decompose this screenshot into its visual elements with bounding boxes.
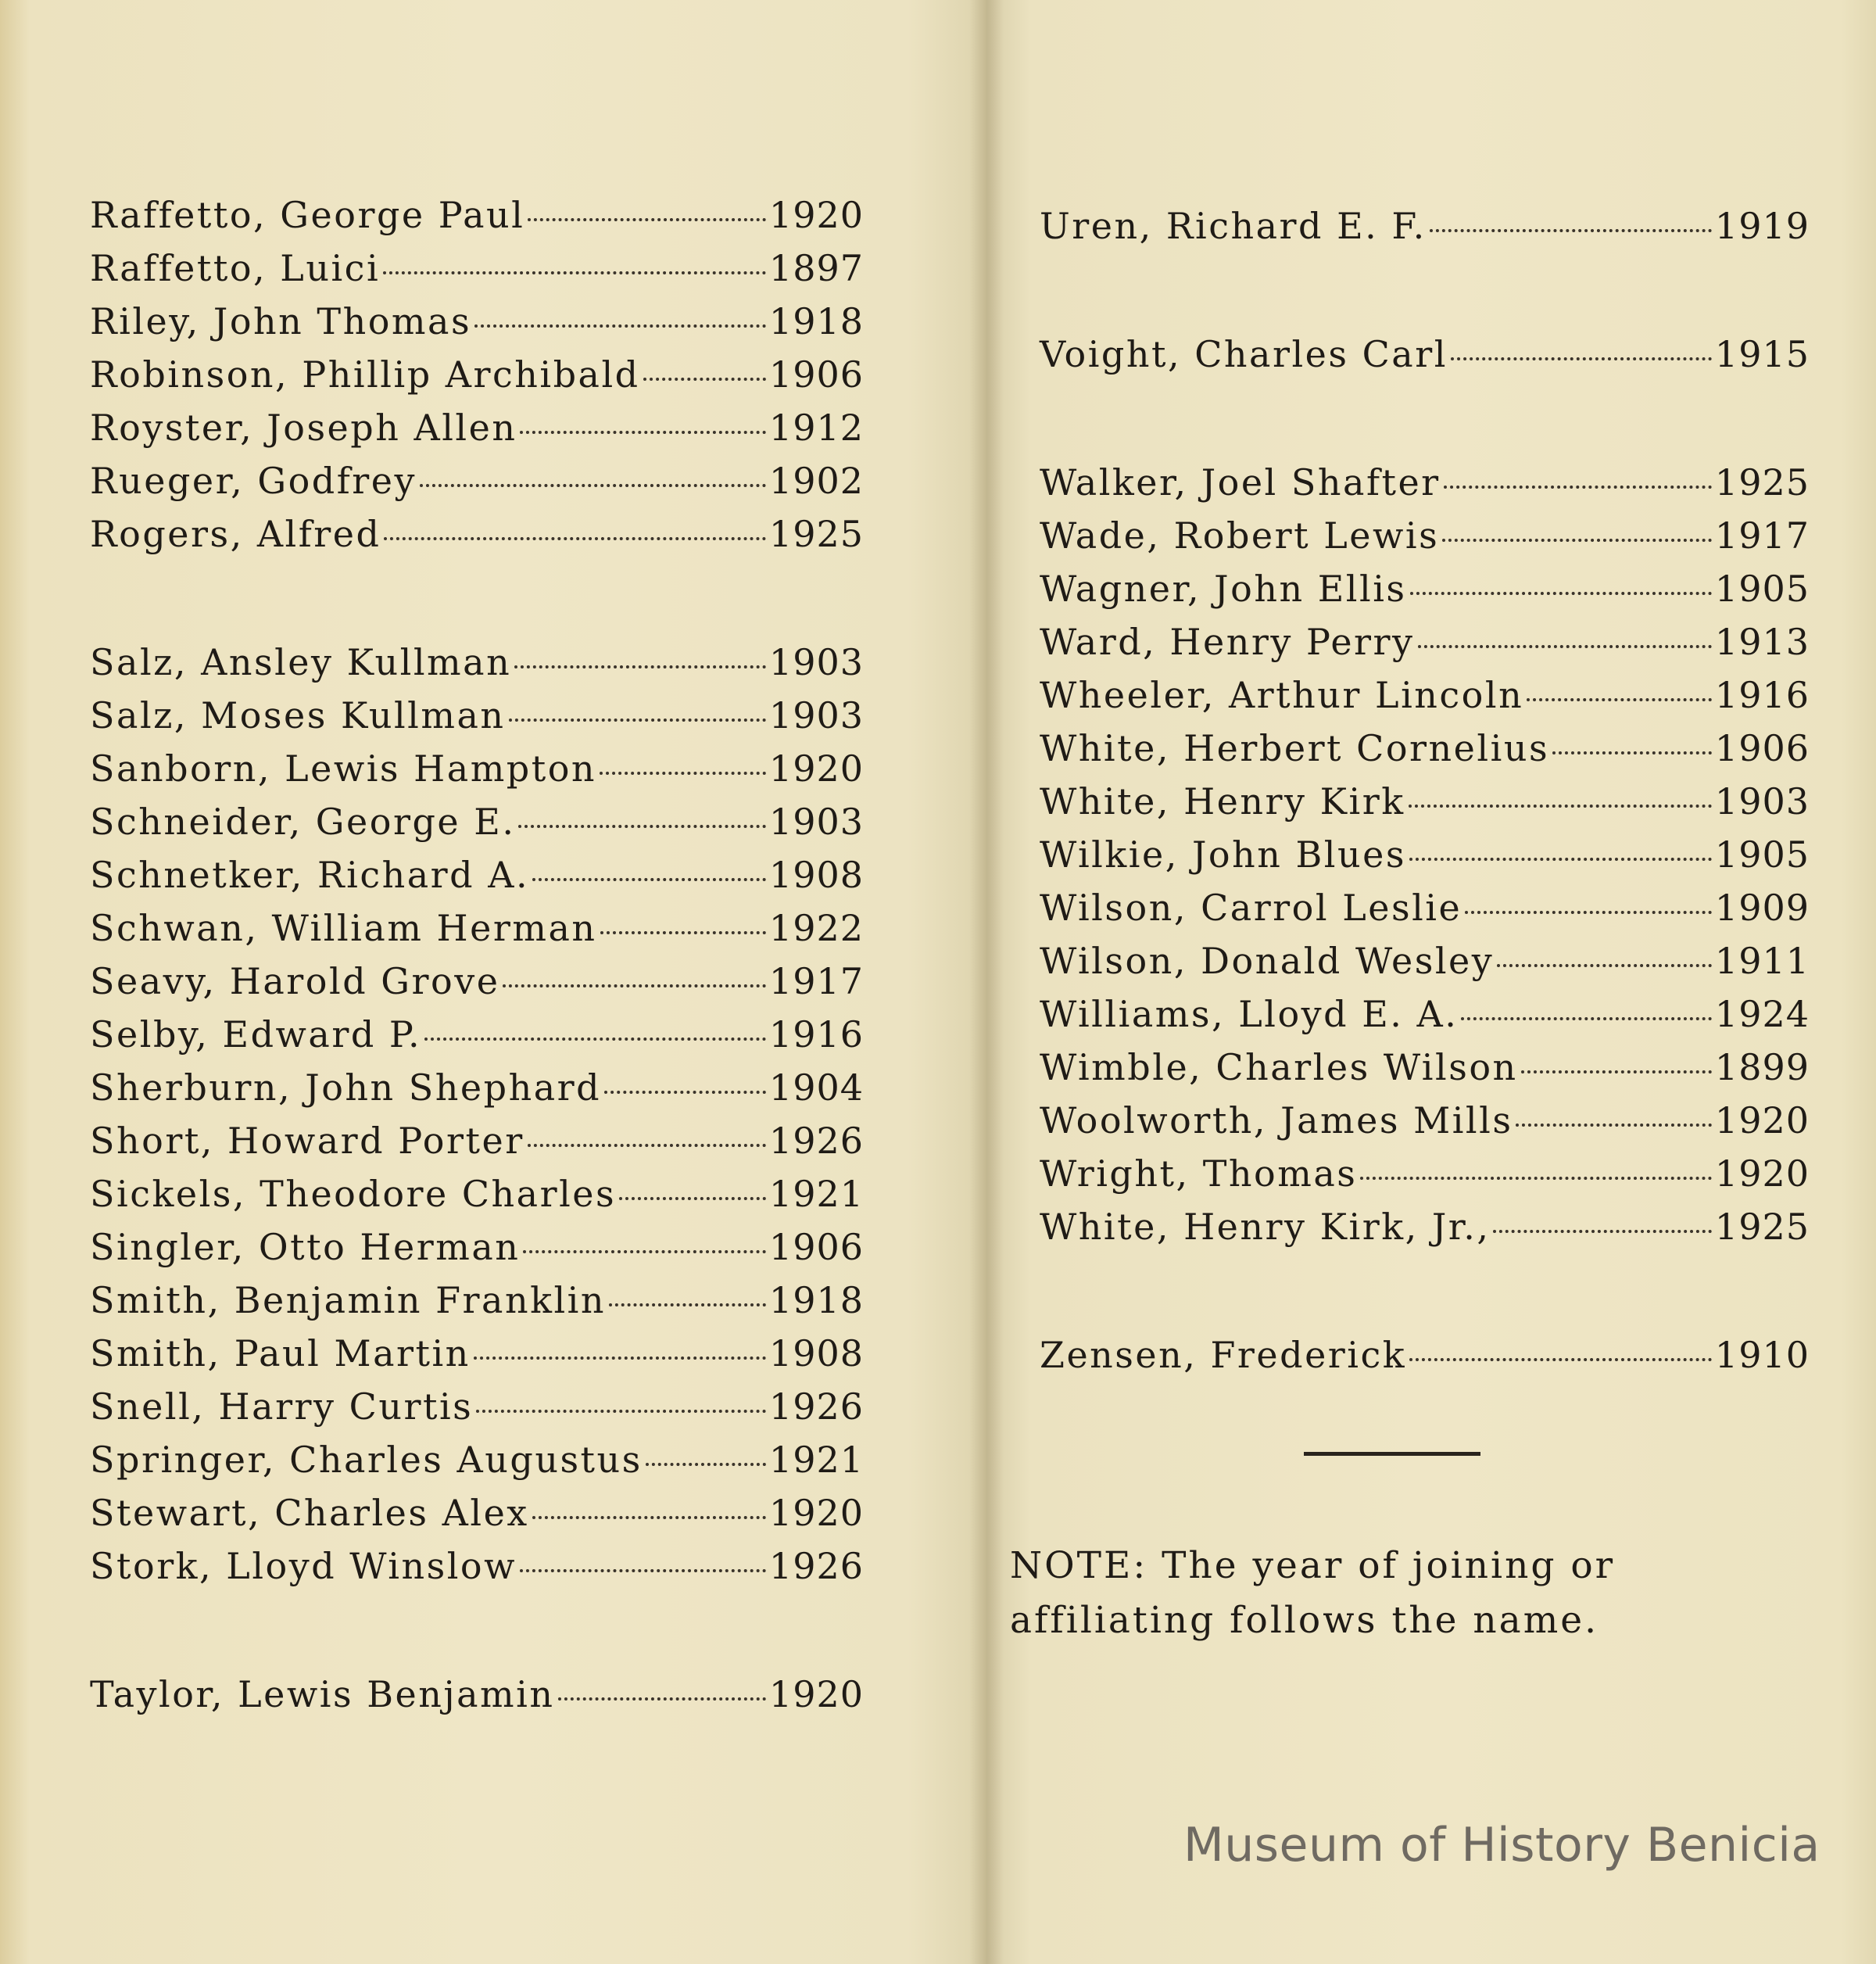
member-entry	[90, 1492, 864, 1545]
dot-leader	[1409, 858, 1712, 861]
member-name: Selby, Edward P.	[90, 1013, 422, 1055]
member-name: Wade, Robert Lewis	[1040, 514, 1440, 557]
section-divider-rule	[1304, 1452, 1480, 1456]
member-entry	[1040, 1099, 1810, 1152]
letter-group-z	[1040, 1334, 1810, 1387]
member-name: Zensen, Frederick	[1040, 1334, 1407, 1376]
member-name: Wilson, Donald Wesley	[1040, 940, 1495, 982]
dot-leader	[420, 484, 766, 487]
member-name: Stork, Lloyd Winslow	[90, 1545, 517, 1587]
member-entry	[1040, 333, 1810, 386]
member-year: 1924	[1714, 993, 1810, 1035]
dot-leader	[1461, 1017, 1712, 1020]
member-year: 1917	[1714, 514, 1810, 557]
member-name: Sanborn, Lewis Hampton	[90, 747, 597, 790]
member-year: 1903	[1714, 780, 1810, 823]
member-name: Royster, Joseph Allen	[90, 407, 517, 449]
member-year: 1920	[768, 747, 864, 790]
member-year: 1912	[768, 407, 864, 449]
member-name: Walker, Joel Shafter	[1040, 461, 1441, 504]
dot-leader	[1497, 964, 1712, 967]
dot-leader	[1430, 229, 1712, 232]
dot-leader	[1444, 486, 1712, 489]
dot-leader	[523, 1250, 766, 1253]
member-entry	[90, 1279, 864, 1332]
member-year: 1908	[768, 854, 864, 896]
dot-leader	[1410, 592, 1712, 595]
member-name: Raffetto, George Paul	[90, 194, 525, 236]
member-year: 1916	[768, 1013, 864, 1055]
member-year: 1903	[768, 801, 864, 843]
member-year: 1910	[1714, 1334, 1810, 1376]
member-name: Singler, Otto Herman	[90, 1226, 521, 1268]
dot-leader	[1442, 539, 1712, 542]
member-name: White, Henry Kirk	[1040, 780, 1405, 823]
member-year: 1925	[1714, 461, 1810, 504]
letter-group-v	[1040, 333, 1810, 386]
member-name: Rogers, Alfred	[90, 513, 381, 555]
page-gutter	[969, 0, 1004, 1964]
member-entry	[1040, 1046, 1810, 1099]
member-entry	[90, 513, 864, 566]
member-year: 1911	[1714, 940, 1810, 982]
member-year: 1921	[768, 1439, 864, 1481]
dot-leader	[1418, 645, 1712, 648]
dot-leader	[1527, 698, 1712, 701]
member-year: 1906	[1714, 727, 1810, 769]
member-name: Voight, Charles Carl	[1040, 333, 1448, 375]
member-year: 1926	[768, 1120, 864, 1162]
member-year: 1909	[1714, 887, 1810, 929]
member-entry	[90, 960, 864, 1013]
dot-leader	[476, 1410, 766, 1413]
member-name: Stewart, Charles Alex	[90, 1492, 529, 1534]
member-entry	[90, 801, 864, 854]
dot-leader	[609, 1303, 766, 1306]
member-name: Wilson, Carrol Leslie	[1040, 887, 1462, 929]
member-year: 1922	[768, 907, 864, 949]
member-name: Seavy, Harold Grove	[90, 960, 500, 1002]
member-name: Ward, Henry Perry	[1040, 621, 1415, 663]
dot-leader	[1409, 1358, 1712, 1361]
member-name: Rueger, Godfrey	[90, 460, 417, 502]
member-entry	[1040, 461, 1810, 514]
member-year: 1915	[1714, 333, 1810, 375]
member-name: Wright, Thomas	[1040, 1152, 1358, 1195]
dot-leader	[558, 1697, 766, 1701]
member-year: 1920	[1714, 1152, 1810, 1195]
dot-leader	[1360, 1177, 1712, 1180]
dot-leader	[520, 431, 765, 434]
dot-leader	[520, 1569, 766, 1572]
dot-leader	[532, 878, 766, 881]
member-entry	[90, 1226, 864, 1279]
member-entry	[1040, 1206, 1810, 1259]
member-entry	[90, 1673, 864, 1726]
dot-leader	[619, 1197, 766, 1200]
dot-leader	[600, 931, 766, 934]
member-entry	[90, 194, 864, 247]
member-name: Wimble, Charles Wilson	[1040, 1046, 1518, 1088]
dot-leader	[1451, 357, 1712, 360]
member-year: 1917	[768, 960, 864, 1002]
member-year: 1920	[768, 1492, 864, 1534]
member-year: 1905	[1714, 833, 1810, 876]
museum-watermark: Museum of History Benicia	[1183, 1818, 1821, 1873]
member-year: 1903	[768, 694, 864, 736]
dot-leader	[1516, 1124, 1711, 1127]
dot-leader	[384, 537, 765, 540]
member-entry	[90, 1120, 864, 1173]
letter-group-t	[90, 1673, 864, 1726]
dot-leader	[646, 1463, 766, 1466]
member-entry	[90, 407, 864, 460]
member-name: Wagner, John Ellis	[1040, 568, 1407, 610]
member-year: 1913	[1714, 621, 1810, 663]
member-year: 1897	[768, 247, 864, 289]
member-name: White, Henry Kirk, Jr.,	[1040, 1206, 1491, 1248]
member-entry	[90, 1385, 864, 1439]
member-name: Riley, John Thomas	[90, 300, 472, 342]
dot-leader	[532, 1516, 766, 1519]
member-entry	[90, 1173, 864, 1226]
right-member-list	[1040, 205, 1810, 1462]
member-entry	[1040, 674, 1810, 727]
dot-leader	[528, 218, 766, 221]
member-name: Wilkie, John Blues	[1040, 833, 1406, 876]
dot-leader	[383, 271, 766, 274]
member-name: Raffetto, Luici	[90, 247, 381, 289]
member-entry	[1040, 727, 1810, 780]
dot-leader	[514, 665, 766, 668]
member-year: 1921	[768, 1173, 864, 1215]
member-year: 1926	[768, 1385, 864, 1428]
member-year: 1919	[1714, 205, 1810, 247]
letter-group-s	[90, 641, 864, 1598]
member-year: 1925	[768, 513, 864, 555]
member-entry	[90, 641, 864, 694]
member-entry	[1040, 833, 1810, 887]
member-name: Robinson, Phillip Archibald	[90, 353, 640, 396]
footnote: NOTE: The year of joining or affiliating follows the name.	[1010, 1544, 1616, 1642]
member-year: 1920	[1714, 1099, 1810, 1141]
member-entry	[1040, 514, 1810, 568]
member-entry	[90, 460, 864, 513]
member-entry	[1040, 993, 1810, 1046]
member-entry	[1040, 780, 1810, 833]
member-entry	[90, 854, 864, 907]
member-entry	[90, 247, 864, 300]
member-entry	[1040, 887, 1810, 940]
dot-leader	[528, 1144, 766, 1147]
member-name: Schwan, William Herman	[90, 907, 597, 949]
member-name: Salz, Ansley Kullman	[90, 641, 512, 683]
dot-leader	[643, 378, 766, 381]
member-entry	[1040, 205, 1810, 258]
member-name: Smith, Paul Martin	[90, 1332, 471, 1374]
member-entry	[1040, 940, 1810, 993]
member-name: Salz, Moses Kullman	[90, 694, 506, 736]
member-name: Schneider, George E.	[90, 801, 516, 843]
member-year: 1920	[768, 1673, 864, 1715]
member-year: 1918	[768, 300, 864, 342]
member-entry	[90, 907, 864, 960]
member-entry	[90, 1545, 864, 1598]
dot-leader	[1409, 805, 1712, 808]
member-entry	[90, 353, 864, 407]
member-year: 1906	[768, 353, 864, 396]
member-entry	[90, 1013, 864, 1066]
member-year: 1902	[768, 460, 864, 502]
member-name: White, Herbert Cornelius	[1040, 727, 1550, 769]
member-name: Short, Howard Porter	[90, 1120, 524, 1162]
member-name: Uren, Richard E. F.	[1040, 205, 1427, 247]
member-year: 1918	[768, 1279, 864, 1321]
member-entry	[90, 694, 864, 747]
dot-leader	[600, 772, 766, 775]
letter-group-r	[90, 194, 864, 566]
member-entry	[90, 1066, 864, 1120]
member-year: 1904	[768, 1066, 864, 1109]
dot-leader	[518, 825, 765, 828]
dot-leader	[604, 1091, 766, 1094]
member-entry	[90, 1439, 864, 1492]
letter-group-u	[1040, 205, 1810, 258]
dot-leader	[509, 719, 766, 722]
member-entry	[90, 747, 864, 801]
dot-leader	[1465, 911, 1712, 914]
member-year: 1908	[768, 1332, 864, 1374]
member-year: 1926	[768, 1545, 864, 1587]
dot-leader	[1552, 751, 1712, 754]
left-member-list	[90, 194, 864, 1801]
member-entry	[90, 1332, 864, 1385]
member-entry	[1040, 621, 1810, 674]
member-year: 1916	[1714, 674, 1810, 716]
member-year: 1925	[1714, 1206, 1810, 1248]
member-year: 1905	[1714, 568, 1810, 610]
dot-leader	[474, 1357, 766, 1360]
member-year: 1906	[768, 1226, 864, 1268]
member-year: 1899	[1714, 1046, 1810, 1088]
member-entry	[1040, 568, 1810, 621]
member-entry	[90, 300, 864, 353]
member-year: 1903	[768, 641, 864, 683]
member-name: Springer, Charles Augustus	[90, 1439, 643, 1481]
member-name: Snell, Harry Curtis	[90, 1385, 474, 1428]
dot-leader	[424, 1038, 766, 1041]
dot-leader	[1493, 1230, 1711, 1233]
member-name: Schnetker, Richard A.	[90, 854, 530, 896]
dot-leader	[503, 984, 766, 987]
member-entry	[1040, 1334, 1810, 1387]
member-entry	[1040, 1152, 1810, 1206]
letter-group-w	[1040, 461, 1810, 1259]
dot-leader	[1521, 1070, 1712, 1073]
member-name: Wheeler, Arthur Lincoln	[1040, 674, 1524, 716]
member-year: 1920	[768, 194, 864, 236]
member-name: Woolworth, James Mills	[1040, 1099, 1513, 1141]
member-name: Sherburn, John Shephard	[90, 1066, 602, 1109]
member-name: Sickels, Theodore Charles	[90, 1173, 617, 1215]
member-name: Williams, Lloyd E. A.	[1040, 993, 1459, 1035]
dot-leader	[474, 324, 766, 328]
member-name: Smith, Benjamin Franklin	[90, 1279, 606, 1321]
member-name: Taylor, Lewis Benjamin	[90, 1673, 555, 1715]
